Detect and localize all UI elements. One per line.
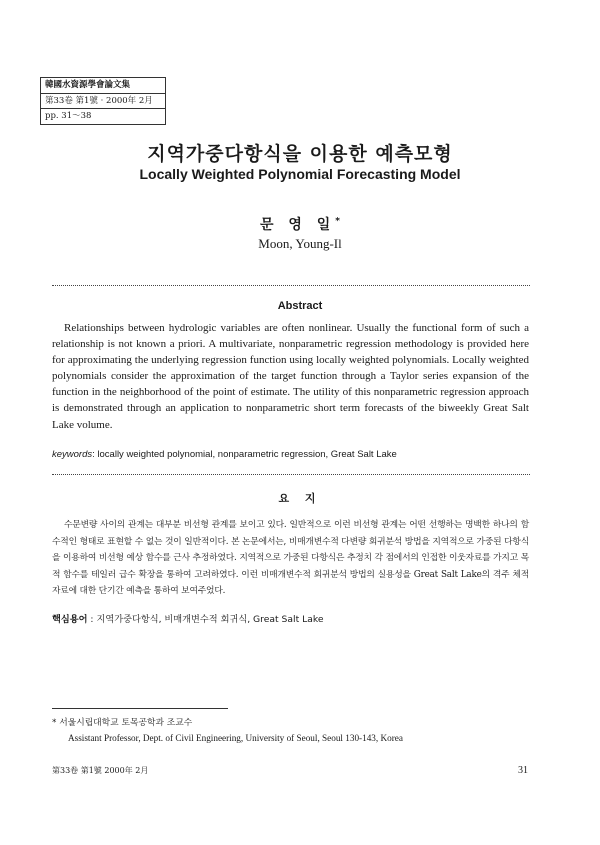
page-number: 31 xyxy=(518,765,528,776)
paper-title-korean: 지역가중다항식을 이용한 예측모형 xyxy=(147,143,453,165)
author-korean xyxy=(0,214,600,234)
korean-keywords-line xyxy=(52,611,529,625)
footnote xyxy=(52,716,542,745)
page-footer xyxy=(52,765,528,776)
journal-pages: pp. 31～38 xyxy=(45,111,92,121)
author-english: Moon, Young-Il xyxy=(258,236,342,251)
abstract-text: Relationships between hydrologic variables are often nonlinear. Usually the functional form of such a relationship is not known a priori. A multivariate, nonparametric regression methodology is provided here for approximating the underlying regression function using locally weighted polynomials. Locally weighted polynomials consider the approximation of the target function through a Taylor series expansion of the function in the neighborhood of the point of estimate. The utility of this nonparametric regression approach is demonstrated through an application to nonparametric short term forecasts of the biweekly Great Salt Lake volume. xyxy=(52,322,529,431)
footer-journal-issue: 第33卷 第1號 2000年 2月 xyxy=(52,766,149,775)
divider xyxy=(52,474,530,475)
paper-title-english: Locally Weighted Polynomial Forecasting Model xyxy=(139,166,461,182)
korean-keywords-text: : 지역가중다항식, 비매개변수적 회귀식, Great Salt Lake xyxy=(87,614,324,625)
keywords-text: : locally weighted polynomial, nonparametric regression, Great Salt Lake xyxy=(92,449,397,460)
summary-text: 수문변량 사이의 관계는 대부분 비선형 관계를 보이고 있다. 일반적으로 이런 비선형 관계는 어떤 선행하는 명백한 하나의 함수적인 형태로 표현할 수 없는 것이 일반적이다. 본 논문에서는, 비매개변수적 다변량 회귀분석 방법을 지역적으로 가중된 다항식을 이용하여 비선형 예상 함수를 근사 추정하였다. 지역적으로 가중된 다항식은 추정치 각 점에서의 인접한 이웃자료를 가지고 목적 함수를 테일러 급수 확장을 통하여 고려하였다. 이런 비매개변수적 회귀분석 방법의 실용성을 Great Salt Lake의 격주 체적자료에 대한 단기간 예측을 통하여 보여주었다. xyxy=(52,520,529,597)
summary-heading: 요 지 xyxy=(278,492,322,505)
keywords-line xyxy=(52,449,529,460)
journal-name: 韓國水資源學會論文集 xyxy=(41,78,165,94)
footnote-rule xyxy=(52,708,228,709)
footnote-affiliation-korean: * 서울시립대학교 토목공학과 조교수 xyxy=(52,718,193,728)
author-name-korean: 문 영 일 xyxy=(259,217,336,233)
korean-keywords-label: 핵심용어 xyxy=(52,614,88,625)
author-footnote-mark: * xyxy=(335,216,341,227)
divider xyxy=(52,285,530,286)
abstract-heading: Abstract xyxy=(277,300,323,312)
keywords-label: keywords xyxy=(52,449,93,460)
journal-info-box xyxy=(40,77,166,125)
footnote-affiliation-english: Assistant Professor, Dept. of Civil Engineering, University of Seoul, Seoul 130-143, Korea xyxy=(68,732,403,743)
journal-issue: 第33卷 第1號 · 2000年 2月 xyxy=(41,94,165,110)
